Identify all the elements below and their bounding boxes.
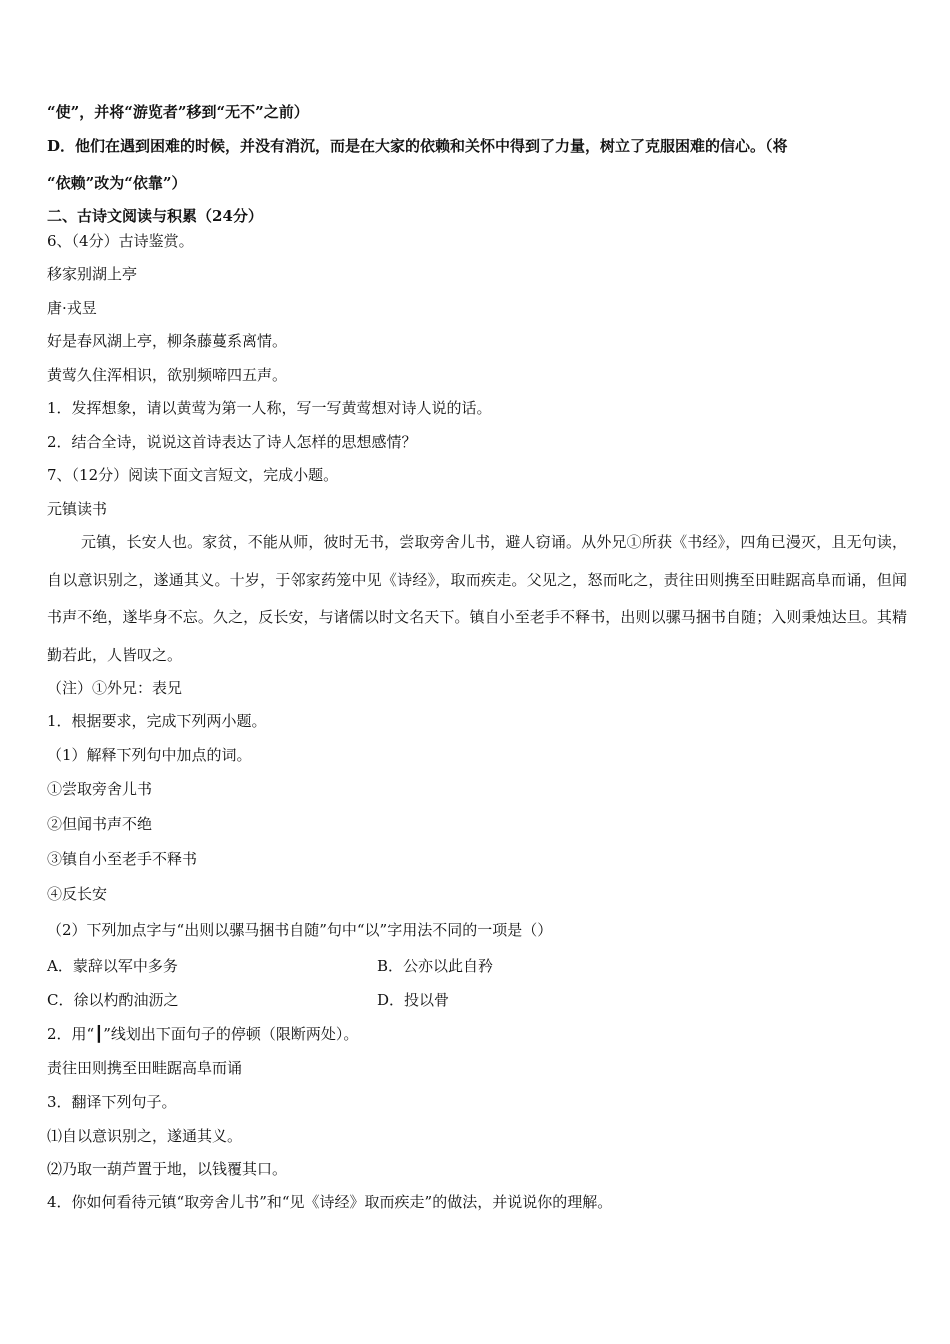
q6-subquestion-1: 1．发挥想象，请以黄莺为第一人称，写一写黄莺想对诗人说的话。	[47, 399, 492, 417]
q7-subquestion-1-1: （1）解释下列句中加点的词。	[47, 746, 252, 764]
translate-sentence-1: ⑴自以意识别之，遂通其义。	[47, 1127, 243, 1145]
q6-subquestion-2: 2．结合全诗，说说这首诗表达了诗人怎样的思想感情？	[47, 433, 417, 451]
vocab-item: ④反长安	[47, 885, 108, 903]
poem-title: 移家别湖上亭	[47, 265, 138, 283]
option-c: C．徐以杓酌油沥之	[47, 991, 179, 1009]
q7-subquestion-3: 3．翻译下列句子。	[47, 1093, 177, 1111]
prev-answer-line: “使”，并将“游览者”移到“无不”之前）	[47, 103, 309, 121]
option-d-line2: “依赖”改为“依靠”）	[47, 174, 187, 192]
vocab-item: ③镇自小至老手不释书	[47, 850, 198, 868]
classical-passage: 元镇，长安人也。家贫，不能从师，彼时无书，尝取旁舍儿书，避人窃诵。从外兄①所获《书经》，四角已漫灭，且无句读，自以意识别之，遂通其义。十岁，于邻家药笼中见《诗经》，取而疾走。父见之，怒而叱之，责往田则携至田畦踞高阜而诵，但闻书声不绝，遂毕身不忘。久之，反长安，与诸儒以时文名天下。镇自小至老手不释书，出则以骡马捆书自随；入则秉烛达旦。其精勤若此，人皆叹之。	[47, 533, 907, 664]
poem-line-2: 黄莺久住浑相识，欲别频啼四五声。	[47, 366, 288, 384]
vocab-item: ②但闻书声不绝	[47, 815, 153, 833]
option-b: B．公亦以此自矜	[377, 957, 494, 975]
option-d-line1: D．他们在遇到困难的时候，并没有消沉，而是在大家的依赖和关怀中得到了力量，树立了克服困难的信心。（将	[47, 137, 788, 155]
question-7-label: 7、（12分）阅读下面文言短文，完成小题。	[47, 466, 339, 484]
option-a: A．蒙辞以军中多务	[47, 957, 178, 975]
section-heading: 二、古诗文阅读与积累（24分）	[47, 207, 263, 225]
q7-subquestion-1: 1．根据要求，完成下列两小题。	[47, 712, 267, 730]
q7-subquestion-2: 2．用“┃”线划出下面句子的停顿（限断两处）。	[47, 1025, 359, 1043]
option-d: D．投以骨	[377, 991, 450, 1009]
annotation-note: （注）①外兄：表兄	[47, 679, 183, 697]
q7-subquestion-4: 4．你如何看待元镇“取旁舍儿书”和“见《诗经》取而疾走”的做法，并说说你的理解。	[47, 1193, 613, 1211]
vocab-item: ①尝取旁舍儿书	[47, 780, 153, 798]
passage-title: 元镇读书	[47, 500, 108, 518]
q7-subquestion-1-2: （2）下列加点字与“出则以骡马捆书自随”句中“以”字用法不同的一项是（）	[47, 921, 553, 939]
poem-line-1: 好是春风湖上亭，柳条藤蔓系离情。	[47, 332, 288, 350]
question-6-label: 6、（4分）古诗鉴赏。	[47, 232, 194, 250]
pause-sentence: 责往田则携至田畦踞高阜而诵	[47, 1059, 243, 1077]
poem-author: 唐·戎昱	[47, 299, 97, 317]
translate-sentence-2: ⑵乃取一葫芦置于地，以钱覆其口。	[47, 1160, 288, 1178]
